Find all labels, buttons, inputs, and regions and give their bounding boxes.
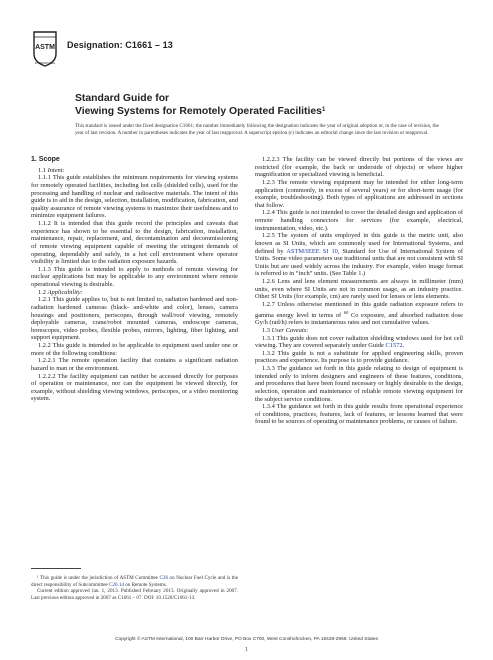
para-1-3 xyxy=(255,327,463,335)
para-1-2-2: 1.2.2 This guide is intended to be applicable to equipment used under one or more of the following conditions: xyxy=(31,342,238,357)
para-text: 1.2.5 The system of units employed in this guide is the metric unit, also known as SI Units, which are commonly used for International Systems, and defined by xyxy=(255,232,463,255)
para-1-2-1: 1.2.1 This guide applies to, but is not limited to, radiation hardened and non-radiation hardened cameras (black- and-white and color), lenses, camera housings and positioners, periscopes, through wall/roof viewing, remotely deployable cameras, crane/robot mounted cameras, endoscope cameras, borescopes, video probes, flexible probes, mirrors, lighting, fiber lighting, and support equipment. xyxy=(31,296,238,342)
right-column xyxy=(255,156,463,426)
para-1-3-1 xyxy=(255,335,463,350)
para-text: 1.3.1 This guide does not cover radiation shielding windows used for hot cell viewing. They are covered separately under Guide xyxy=(255,334,463,350)
svg-text:ASTM: ASTM xyxy=(35,44,55,51)
isotope-superscript: 60 xyxy=(343,309,349,315)
para-1-2-2-1: 1.2.2.1 The remote operation facility that contains a significant radiation hazard to man or the environment. xyxy=(31,357,238,372)
section-heading-scope: 1. Scope xyxy=(31,156,60,163)
footnote-text: on Nuclear Fuel Cycle and is the direct responsibility of Subcommittee xyxy=(31,575,238,588)
footnote xyxy=(31,575,238,601)
para-1-2-5 xyxy=(255,232,463,278)
designation: Designation: C1661 – 13 xyxy=(67,40,173,50)
subcommittee-link[interactable]: C26.14 xyxy=(109,581,124,588)
svg-text:INTERNATIONAL: INTERNATIONAL xyxy=(34,62,56,65)
para-1-2-7 xyxy=(255,301,463,327)
para-1-2-2-2: 1.2.2.2 The facility equipment can neither be accessed directly for purposes of operation or maintenance, nor can the equipment be viewed directly, for example, without shielding viewing windows, periscopes, or a video monitoring system. xyxy=(31,372,238,403)
subsection-label: Applicability: xyxy=(47,288,83,296)
para-1-3-3: 1.3.3 The guidance set forth in this guide relating to design of equipment is intended only to inform designers and engineers of these features, conditions, and procedures that have been found necessary or highly desirable to the design, selection, operation and maintenance of reliable remote viewing equipment for the subject service conditions. xyxy=(255,365,463,403)
astm-logo xyxy=(31,30,59,68)
footnote-text: on Remote Systems. xyxy=(123,581,167,588)
para-1-1 xyxy=(31,167,238,175)
committee-link[interactable]: C26 xyxy=(159,575,168,581)
title-line-2 xyxy=(75,105,325,118)
para-1-3-4: 1.3.4 The guidance set forth in this guide results from operational experience of conditions, practices, features, lack of features, or lessons learned that were found to be sources of operating or maintenance problems, or causes of failure. xyxy=(255,403,463,426)
para-1-2-6: 1.2.6 Lens and lens element measurements are always in millimeter (mm) units, even where SI Units are not in common usage, as an industry practice. Other SI Units (for example, cm) are rarely used for lenses or lens elements. xyxy=(255,278,463,301)
left-column xyxy=(31,156,238,403)
para-1-1-1: 1.1.1 This guide establishes the minimum requirements for viewing systems for remotely operated facilities, including hot cells (shielded cells), used for the processing and handling of nuclear and radioactive materials. The intent of this guide is to aid in the design, selection, installation, modification, fabrication, and quality assurance of remote viewing systems to maximize their usefulness and to minimize equipment failures. xyxy=(31,174,238,220)
para-1-1-3: 1.1.3 This guide is intended to apply to methods of remote viewing for nuclear applications but may be applicable to any environment where remote operational viewing is desirable. xyxy=(31,265,238,288)
para-number: 1.1 xyxy=(38,166,48,174)
title-line-1: Standard Guide for xyxy=(75,93,170,104)
subsection-label: Intent: xyxy=(47,166,65,174)
footnote-jurisdiction xyxy=(31,575,238,588)
para-text: Co exposure, and absorbed radiation dose Gy/h (rad/h) refers to instantaneous rates and not cumulative values. xyxy=(255,311,463,327)
document-title xyxy=(75,92,325,118)
issuance-note: This standard is issued under the fixed designation C1661; the number immediately following the designation indicates the year of original adoption or, in the case of revision, the year of last revision. A number in parentheses indicates the year of last reapproval. A superscript epsilon (ε) indicates an editorial change since the last revision or reapproval. xyxy=(75,123,439,136)
para-number: 1.3 xyxy=(262,326,272,334)
footnote-edition: Current edition approved Jan. 1, 2013. Published February 2013. Originally approved in 2007. Last previous edition approved in 2007 as C1661 – 07. DOI: 10.1520/C1661-13. xyxy=(31,588,238,601)
para-text: , Standard for Use of International System of Units. Some video parameters use traditional units that are not consistent with SI Units but are used widely across the industry. For example, video image format is referred to in “inch” units. (See Table 1.) xyxy=(255,247,463,278)
reference-link-c1572[interactable]: C1572 xyxy=(385,342,403,350)
para-text: . xyxy=(402,342,405,350)
reference-link-si10[interactable]: ASTM/IEEE SI 10 xyxy=(286,247,338,255)
title-main: Viewing Systems for Remotely Operated Facilities xyxy=(75,106,322,117)
para-text: 1.2.7 Unless otherwise mentioned in this guide radiation exposure refers to gamma energy level in terms of xyxy=(255,300,463,319)
para-1-2 xyxy=(31,289,238,297)
para-1-3-2: 1.3.2 This guide is not a substitute for applied engineering skills, proven practices and experience. Its purpose is to provide guidance. xyxy=(255,349,463,365)
footnote-text: ¹ This guide is under the jurisdiction of ASTM Committee xyxy=(37,575,160,581)
para-number: 1.2 xyxy=(38,288,48,296)
subsection-label: User Caveats: xyxy=(271,326,309,334)
title-footnote-mark: 1 xyxy=(321,107,326,113)
para-1-2-4: 1.2.4 This guide is not intended to cover the detailed design and application of remote handling connectors for services (for example, electrical, instrumentation, video, etc.). xyxy=(255,209,463,232)
para-1-1-2: 1.1.2 It is intended that this guide record the principles and caveats that experience has shown to be essential to the design, fabrication, installation, maintenance, repair, replacement, and, decontamination and decommissioning of remote viewing equipment capable of meeting the stringent demands of operating, dependably and safely, in a hot cell environment where operator visibility is limited due to the radiation exposure hazards. xyxy=(31,220,238,266)
page-number: 1 xyxy=(245,647,248,653)
para-1-2-2-3: 1.2.2.3 The facility can be viewed directly but portions of the views are restricted (for example, the back or underside of objects) or where higher magnification or specialized viewing is beneficial. xyxy=(255,156,463,179)
footnote-divider xyxy=(31,568,81,569)
para-1-2-3: 1.2.3 The remote viewing equipment may be intended for either long-term application (commonly, in excess of several years) or for short-term usage (for example, troubleshooting). Both types of applications are addressed in sections that follow. xyxy=(255,178,463,209)
copyright-line: Copyright © ASTM International, 100 Barr Harbor Drive, PO Box C700, West Conshohocken, PA 19428-2959. United States xyxy=(115,637,378,642)
